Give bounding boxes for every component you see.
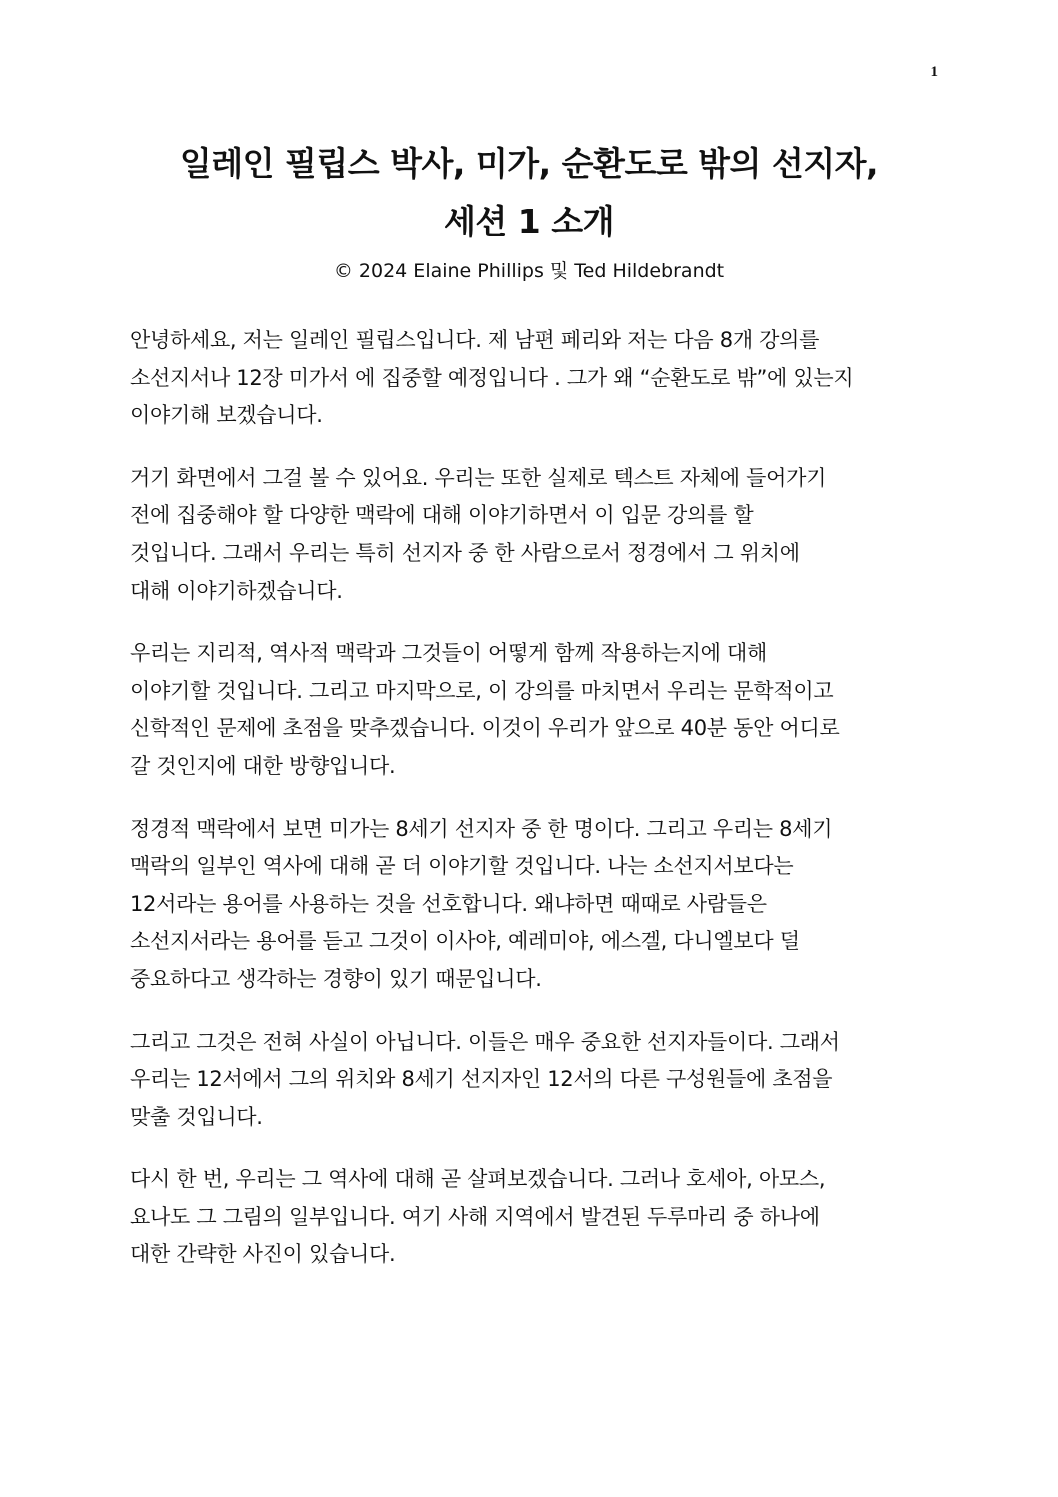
paragraph-line: 맞출 것입니다. — [130, 1104, 263, 1129]
paragraph-line: 이야기해 보겠습니다. — [130, 403, 323, 428]
paragraph — [130, 811, 930, 999]
paragraph — [130, 460, 930, 610]
paragraph-line: 소선지서나 12장 미가서 에 집중할 예정입니다 . 그가 왜 “순환도로 밖”에 있는지 — [130, 365, 854, 390]
paragraph — [130, 322, 930, 435]
paragraph-line: 우리는 12서에서 그의 위치와 8세기 선지자인 12서의 다른 구성원들에 초점을 — [130, 1067, 833, 1092]
paragraph-line: 소선지서라는 용어를 듣고 그것이 이사야, 예레미야, 에스겔, 다니엘보다 덜 — [130, 929, 800, 954]
document-header — [100, 135, 958, 286]
page-number: 1 — [930, 64, 938, 80]
paragraph — [130, 635, 930, 785]
paragraph-line: 대한 간략한 사진이 있습니다. — [130, 1242, 396, 1267]
copyright-notice: © 2024 Elaine Phillips 및 Ted Hildebrandt — [333, 260, 725, 282]
document-title-line-1: 일레인 필립스 박사, 미가, 순환도로 밖의 선지자, — [179, 144, 879, 183]
paragraph-line: 전에 집중해야 할 다양한 맥락에 대해 이야기하면서 이 입문 강의를 할 — [130, 503, 754, 528]
paragraph-line: 신학적인 문제에 초점을 맞추겠습니다. 이것이 우리가 앞으로 40분 동안 어디로 — [130, 716, 840, 741]
paragraph — [130, 1024, 930, 1137]
paragraph-line: 12서라는 용어를 사용하는 것을 선호합니다. 왜냐하면 때때로 사람들은 — [130, 891, 767, 916]
paragraph-line: 안녕하세요, 저는 일레인 필립스입니다. 제 남편 페리와 저는 다음 8개 강의를 — [130, 328, 820, 352]
paragraph-line: 우리는 지리적, 역사적 맥락과 그것들이 어떻게 함께 작용하는지에 대해 — [130, 641, 767, 666]
paragraph-line: 이야기할 것입니다. 그리고 마지막으로, 이 강의를 마치면서 우리는 문학적이고 — [130, 678, 834, 703]
document-body — [130, 322, 930, 1299]
paragraph-line: 맥락의 일부인 역사에 대해 곧 더 이야기할 것입니다. 나는 소선지서보다는 — [130, 854, 794, 879]
paragraph-line: 것입니다. 그래서 우리는 특히 선지자 중 한 사람으로서 정경에서 그 위치에 — [130, 540, 800, 565]
paragraph-line: 중요하다고 생각하는 경향이 있기 때문입니다. — [130, 966, 542, 991]
paragraph-line: 거기 화면에서 그걸 볼 수 있어요. 우리는 또한 실제로 텍스트 자체에 들어가기 — [130, 465, 827, 490]
paragraph-line: 정경적 맥락에서 보면 미가는 8세기 선지자 중 한 명이다. 그리고 우리는 8세기 — [130, 816, 833, 841]
paragraph-line: 그리고 그것은 전혀 사실이 아닙니다. 이들은 매우 중요한 선지자들이다. 그래서 — [130, 1029, 840, 1054]
document-title-line-2: 세션 1 소개 — [444, 202, 614, 241]
paragraph-line: 갈 것인지에 대한 방향입니다. — [130, 753, 396, 778]
paragraph-line: 다시 한 번, 우리는 그 역사에 대해 곧 살펴보겠습니다. 그러나 호세아, 아모스, — [130, 1167, 826, 1192]
paragraph-line: 요나도 그 그림의 일부입니다. 여기 사해 지역에서 발견된 두루마리 중 하나에 — [130, 1204, 820, 1229]
paragraph — [130, 1161, 930, 1274]
paragraph-line: 대해 이야기하겠습니다. — [130, 578, 343, 603]
